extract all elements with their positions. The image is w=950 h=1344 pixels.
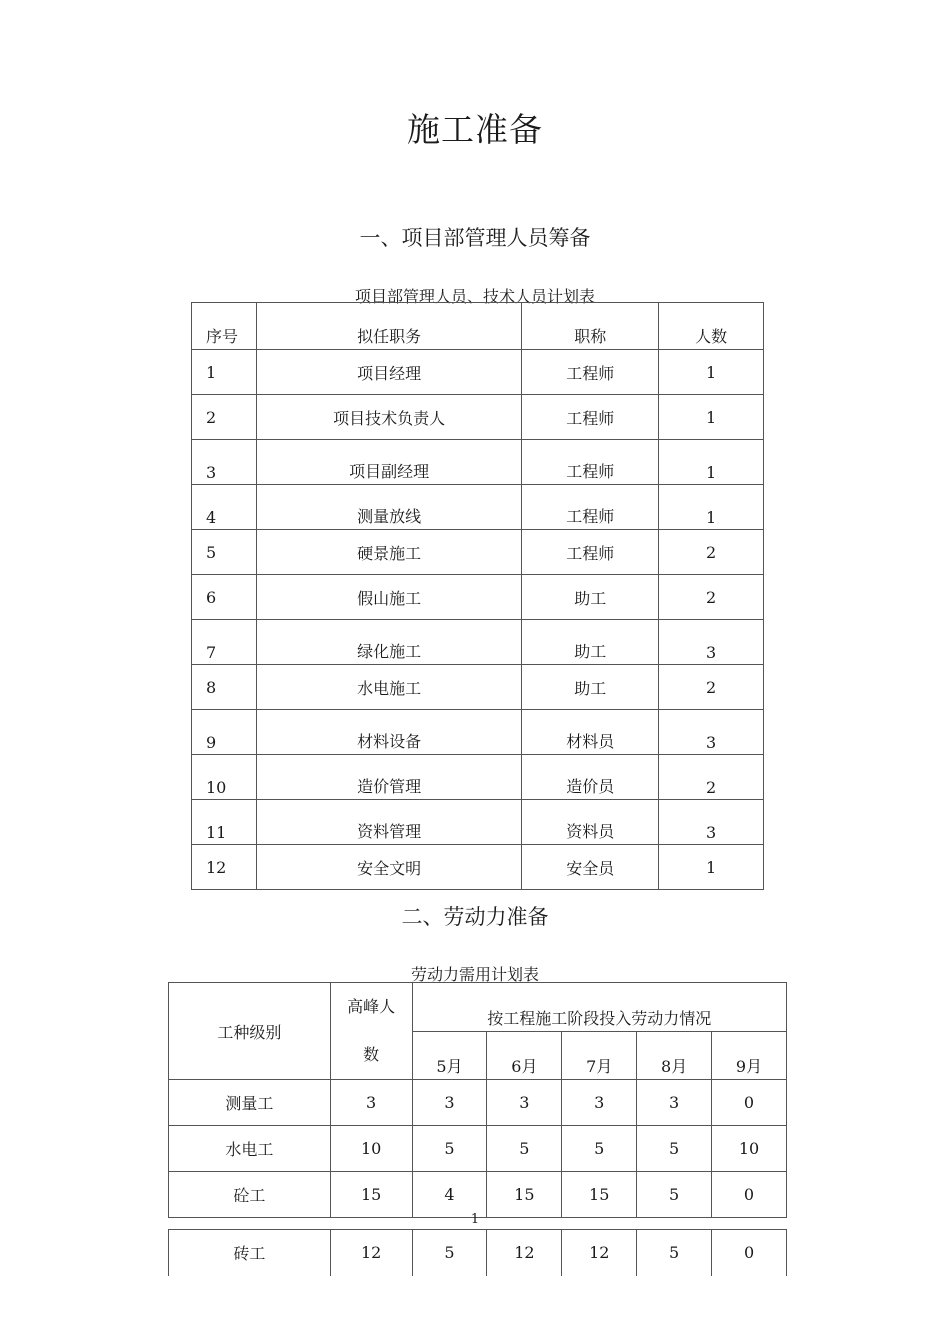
table-row [192, 710, 764, 755]
header-month: 8月 [637, 1031, 712, 1080]
table-cell: 安全员 [522, 845, 659, 890]
page-number: 1 [470, 1212, 480, 1227]
header-month: 5月 [412, 1031, 487, 1080]
table-cell: 10 [192, 755, 257, 800]
header-cell: 序号 [192, 303, 257, 350]
table-cell: 15 [487, 1172, 562, 1218]
table-cell: 9 [192, 710, 257, 755]
labor-plan-table-continued [168, 1229, 787, 1276]
table-row [192, 845, 764, 890]
table-cell: 3 [487, 1080, 562, 1126]
table-cell: 水电施工 [256, 665, 521, 710]
table-cell: 12 [330, 1230, 412, 1276]
table-cell: 5 [637, 1172, 712, 1218]
table-cell: 工程师 [522, 530, 659, 575]
table-cell: 8 [192, 665, 257, 710]
table-row [169, 1126, 787, 1172]
table-row [192, 440, 764, 485]
header-peak-top: 高峰人 [347, 997, 396, 1016]
section-heading-management: 一、项目部管理人员筹备 [359, 226, 591, 250]
header-peak [330, 983, 412, 1080]
table-cell: 1 [659, 395, 764, 440]
table-cell: 0 [712, 1080, 787, 1126]
table-cell: 资料员 [522, 800, 659, 845]
table-cell: 5 [412, 1230, 487, 1276]
table-cell: 6 [192, 575, 257, 620]
header-peak-bottom: 数 [363, 1045, 380, 1064]
table-cell: 3 [637, 1080, 712, 1126]
table-cell: 5 [412, 1126, 487, 1172]
table-cell: 材料员 [522, 710, 659, 755]
table-cell: 5 [562, 1126, 637, 1172]
table-cell: 助工 [522, 665, 659, 710]
table-cell: 项目副经理 [256, 440, 521, 485]
labor-plan-table [168, 982, 787, 1218]
table-cell: 4 [192, 485, 257, 530]
header-cell: 拟任职务 [256, 303, 521, 350]
table-cell: 助工 [522, 575, 659, 620]
header-cell: 人数 [659, 303, 764, 350]
table-cell: 1 [659, 440, 764, 485]
table-cell: 4 [412, 1172, 487, 1218]
table-cell: 1 [192, 350, 257, 395]
management-staff-table [191, 302, 764, 890]
table-cell: 1 [659, 845, 764, 890]
table-cell: 12 [192, 845, 257, 890]
table-cell: 2 [659, 665, 764, 710]
header-stage-group: 按工程施工阶段投入劳动力情况 [412, 983, 786, 1032]
table-caption-management: 项目部管理人员、技术人员计划表 [354, 287, 595, 306]
table-cell: 工程师 [522, 350, 659, 395]
table-cell: 7 [192, 620, 257, 665]
table-cell: 5 [192, 530, 257, 575]
table-cell: 造价管理 [256, 755, 521, 800]
table-row [192, 665, 764, 710]
table-cell: 3 [659, 620, 764, 665]
table-cell: 2 [192, 395, 257, 440]
header-month: 7月 [562, 1031, 637, 1080]
table-cell: 砼工 [169, 1172, 331, 1218]
page-title: 施工准备 [407, 110, 543, 149]
table-cell: 5 [487, 1126, 562, 1172]
header-cell: 职称 [522, 303, 659, 350]
table-row [192, 395, 764, 440]
table-cell: 材料设备 [256, 710, 521, 755]
table-cell: 助工 [522, 620, 659, 665]
table-row [192, 620, 764, 665]
table-cell: 工程师 [522, 440, 659, 485]
table-cell: 项目经理 [256, 350, 521, 395]
table-cell: 15 [562, 1172, 637, 1218]
table-cell: 安全文明 [256, 845, 521, 890]
table-cell: 15 [330, 1172, 412, 1218]
table-row [192, 530, 764, 575]
table-cell: 2 [659, 575, 764, 620]
table-cell: 1 [659, 485, 764, 530]
table-cell: 3 [412, 1080, 487, 1126]
table-cell: 0 [712, 1172, 787, 1218]
table-cell: 12 [562, 1230, 637, 1276]
table-cell: 2 [659, 530, 764, 575]
table-cell: 5 [637, 1126, 712, 1172]
table-cell: 绿化施工 [256, 620, 521, 665]
table-cell: 测量工 [169, 1080, 331, 1126]
table-cell: 3 [659, 800, 764, 845]
table-cell: 资料管理 [256, 800, 521, 845]
header-trade: 工种级别 [169, 983, 331, 1080]
table-row [169, 1080, 787, 1126]
table-caption-labor: 劳动力需用计划表 [410, 965, 539, 984]
table-cell: 0 [712, 1230, 787, 1276]
table-row [192, 485, 764, 530]
table-cell: 水电工 [169, 1126, 331, 1172]
table-cell: 5 [637, 1230, 712, 1276]
header-month: 6月 [487, 1031, 562, 1080]
table-cell: 3 [659, 710, 764, 755]
table-row [169, 1172, 787, 1218]
table-row [192, 800, 764, 845]
table-cell: 1 [659, 350, 764, 395]
table-cell: 硬景施工 [256, 530, 521, 575]
table-cell: 3 [330, 1080, 412, 1126]
table-header-row [192, 303, 764, 350]
table-row [192, 575, 764, 620]
table-row [192, 755, 764, 800]
table-row [192, 350, 764, 395]
table-cell: 3 [562, 1080, 637, 1126]
section-heading-labor: 二、劳动力准备 [401, 905, 549, 929]
table-cell: 3 [192, 440, 257, 485]
table-cell: 砖工 [169, 1230, 331, 1276]
table-cell: 假山施工 [256, 575, 521, 620]
table-cell: 12 [487, 1230, 562, 1276]
table-cell: 10 [330, 1126, 412, 1172]
table-cell: 工程师 [522, 485, 659, 530]
header-month: 9月 [712, 1031, 787, 1080]
table-cell: 工程师 [522, 395, 659, 440]
table-cell: 2 [659, 755, 764, 800]
table-cell: 项目技术负责人 [256, 395, 521, 440]
table-cell: 造价员 [522, 755, 659, 800]
table-row [169, 1230, 787, 1276]
table-cell: 11 [192, 800, 257, 845]
table-cell: 10 [712, 1126, 787, 1172]
table-cell: 测量放线 [256, 485, 521, 530]
